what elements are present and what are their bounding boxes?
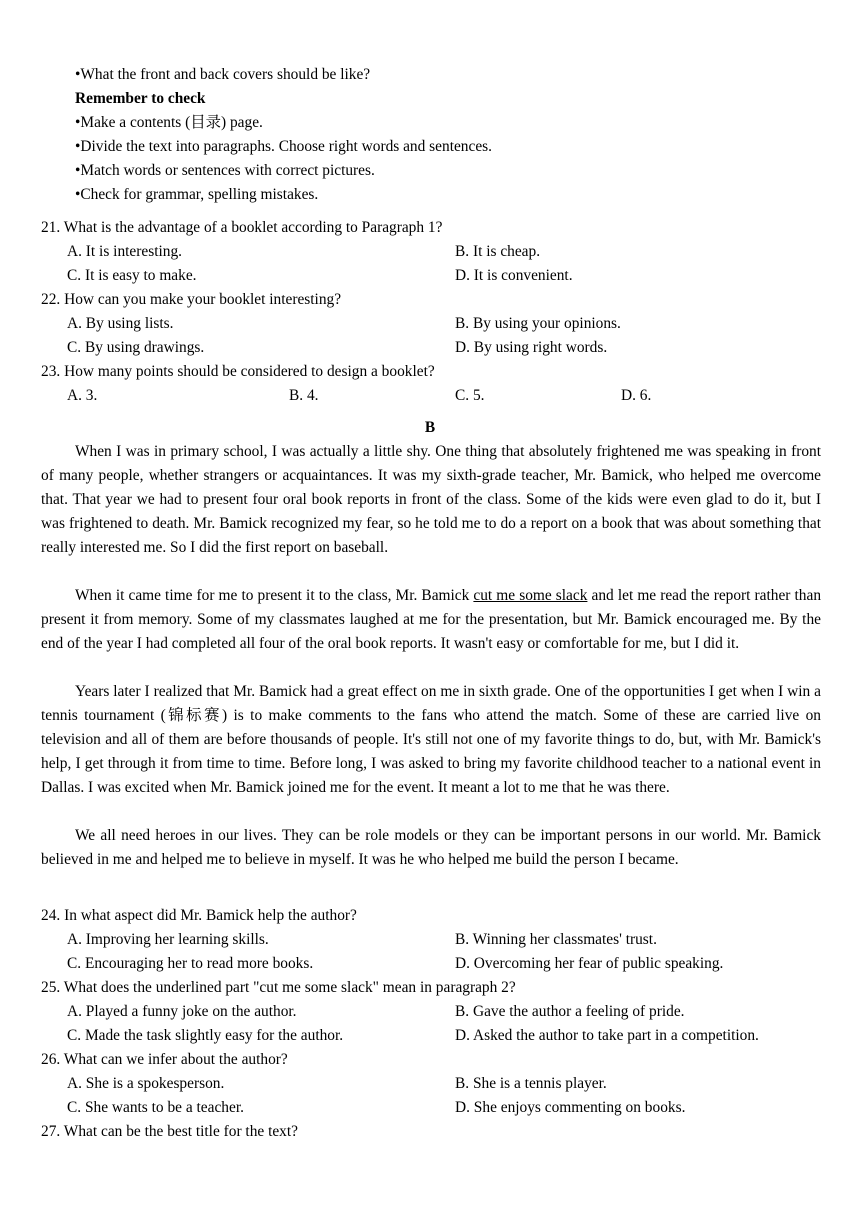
question-22-option-b: B. By using your opinions. bbox=[455, 315, 621, 332]
question-21-option-b: B. It is cheap. bbox=[455, 243, 541, 260]
question-24-option-b: B. Winning her classmates' trust. bbox=[455, 931, 657, 948]
paragraph-2-text-end: and let me read the report rather than present it from memory. Some of my classmates laughed at me for the presentation, but Mr. Bamick encouraged me. By the end of the year I had completed all four of the oral book reports. It wasn't easy or comfortable for me, but I did it. bbox=[41, 587, 822, 652]
question-22-stem: 22. How can you make your booklet interesting? bbox=[41, 291, 342, 308]
question-25-option-a: A. Played a funny joke on the author. bbox=[67, 1003, 297, 1020]
question-25-option-d: D. Asked the author to take part in a competition. bbox=[455, 1027, 759, 1044]
question-22-option-d: D. By using right words. bbox=[455, 339, 608, 356]
checklist-item: •Check for grammar, spelling mistakes. bbox=[75, 186, 319, 203]
question-26-option-b: B. She is a tennis player. bbox=[455, 1075, 607, 1092]
question-24-option-c: C. Encouraging her to read more books. bbox=[67, 955, 314, 972]
question-22-option-a: A. By using lists. bbox=[67, 315, 174, 332]
checklist-bullet-covers: •What the front and back covers should be like? bbox=[75, 66, 371, 83]
passage-paragraph-4: We all need heroes in our lives. They can be role models or they can be important persons in our world. Mr. Bamick believed in me and helped me to believe in myself. It was he who helped me build the person I became. bbox=[41, 827, 821, 868]
question-21-option-d: D. It is convenient. bbox=[455, 267, 573, 284]
question-22-option-c: C. By using drawings. bbox=[67, 339, 205, 356]
passage-paragraph-3: Years later I realized that Mr. Bamick had a great effect on me in sixth grade. One of the opportunities I get when I win a tennis tournament (锦标赛) is to make comments to the fans who attend the match. Some of these are carried live on television and all of them are before thousands of people. It's still not one of my favorite things to do, but, with Mr. Bamick's help, I get through it from time to time. Before long, I was asked to bring my favorite childhood teacher to a national event in Dallas. I was excited when Mr. Bamick joined me for the event. It meant a lot to me that he was there. bbox=[41, 683, 821, 796]
question-21-stem: 21. What is the advantage of a booklet according to Paragraph 1? bbox=[41, 219, 443, 236]
question-25-option-b: B. Gave the author a feeling of pride. bbox=[455, 1003, 685, 1020]
question-27-stem: 27. What can be the best title for the text? bbox=[41, 1123, 298, 1140]
checklist-heading: Remember to check bbox=[75, 90, 206, 107]
question-26-option-a: A. She is a spokesperson. bbox=[67, 1075, 225, 1092]
checklist-item: •Make a contents (目录) page. bbox=[75, 114, 263, 131]
question-23-option-b: B. 4. bbox=[289, 387, 319, 404]
question-25-option-c: C. Made the task slightly easy for the author. bbox=[67, 1027, 344, 1044]
passage-paragraph-2 bbox=[41, 584, 821, 656]
passage-paragraph-1: When I was in primary school, I was actually a little shy. One thing that absolutely frightened me was speaking in front of many people, whether strangers or acquaintances. It was my sixth-grade teacher, Mr. Bamick, who helped me overcome that. That year we had to present four oral book reports in front of the class. Some of the kids were even glad to do it, but I was frightened to death. Mr. Bamick recognized my fear, so he told me to do a report on a book that was about something that really interested me. So I did the first report on baseball. bbox=[41, 443, 821, 556]
checklist-item: •Divide the text into paragraphs. Choose right words and sentences. bbox=[75, 138, 492, 155]
paragraph-2-text-start: When it came time for me to present it to the class, Mr. Bamick bbox=[75, 587, 474, 604]
question-26-option-c: C. She wants to be a teacher. bbox=[67, 1099, 244, 1116]
question-21-option-c: C. It is easy to make. bbox=[67, 267, 197, 284]
question-23-option-c: C. 5. bbox=[455, 387, 485, 404]
underlined-phrase: cut me some slack bbox=[473, 587, 588, 604]
question-21-option-a: A. It is interesting. bbox=[67, 243, 182, 260]
question-25-stem: 25. What does the underlined part "cut me some slack" mean in paragraph 2? bbox=[41, 979, 516, 996]
question-26-stem: 26. What can we infer about the author? bbox=[41, 1051, 288, 1068]
question-24-option-d: D. Overcoming her fear of public speaking. bbox=[455, 955, 724, 972]
checklist-item: •Match words or sentences with correct pictures. bbox=[75, 162, 375, 179]
question-23-stem: 23. How many points should be considered to design a booklet? bbox=[41, 363, 435, 380]
question-24-option-a: A. Improving her learning skills. bbox=[67, 931, 269, 948]
question-23-option-d: D. 6. bbox=[621, 387, 652, 404]
question-23-option-a: A. 3. bbox=[67, 387, 98, 404]
section-b-title: B bbox=[424, 419, 436, 436]
question-26-option-d: D. She enjoys commenting on books. bbox=[455, 1099, 686, 1116]
question-24-stem: 24. In what aspect did Mr. Bamick help the author? bbox=[41, 907, 357, 924]
